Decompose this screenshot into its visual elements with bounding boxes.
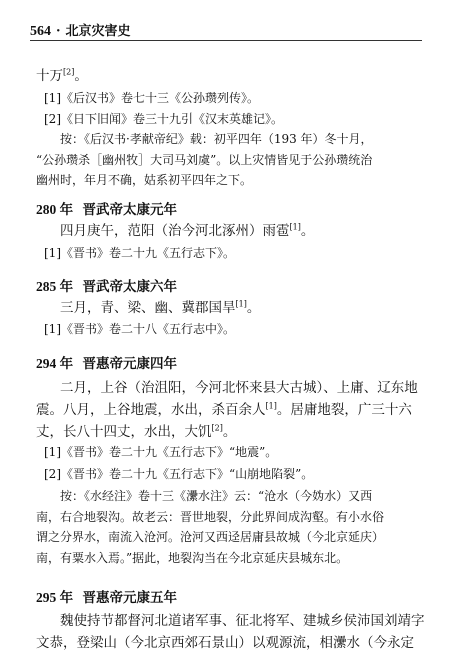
- footnote: [1]《晋书》卷二十八《五行志中》。: [44, 322, 235, 336]
- text-line: 三月，青、梁、幽、冀郡国旱[1]。: [60, 299, 261, 316]
- heading-reign: 晋武帝太康六年: [82, 279, 178, 295]
- footnote: [1]《后汉书》卷七十三《公孙瓒列传》。: [44, 91, 259, 105]
- heading-year: 285 年: [36, 279, 74, 294]
- section-heading: [36, 275, 177, 295]
- note-line: 南，有粟水入焉。”据此，地裂沟当在今北京延庆县城东北。: [36, 551, 349, 565]
- heading-reign: 晋惠帝元康四年: [82, 356, 178, 372]
- text-line: 丈，长八十四丈，水出，大饥[2]。: [36, 423, 237, 440]
- text-line: 十万[2]。: [36, 67, 88, 84]
- note-line: “公孙瓒杀［幽州牧］大司马刘虞”。以上灾情皆见于公孙瓒统治: [36, 153, 373, 167]
- section-heading: [36, 586, 177, 606]
- text-line: 震。八月，上谷地震，水出，杀百余人[1]。居庸地裂，广三十六: [36, 401, 412, 418]
- heading-year: 280 年: [36, 202, 74, 217]
- footnote: [2]《晋书》卷二十九《五行志下》“山崩地陷裂”。: [44, 467, 314, 481]
- text-line: 魏使持节都督河北道诸军事、征北将军、建城乡侯沛国刘靖字: [60, 613, 425, 629]
- section-heading: [36, 198, 177, 218]
- text-line: 文恭，登梁山（今北京西郊石景山）以观源流，相㶟水（今永定: [36, 635, 414, 651]
- text-line: 二月，上谷（治沮阳，今河北怀来县大古城）、上庸、辽东地: [60, 380, 418, 396]
- heading-reign: 晋惠帝元康五年: [82, 590, 178, 606]
- text-line: 四月庚午，范阳（治今河北涿州）雨雹[1]。: [60, 222, 315, 239]
- section-heading: [36, 352, 177, 372]
- footnote: [1]《晋书》卷二十九《五行志下》“地震”。: [44, 445, 278, 459]
- heading-year: 295 年: [36, 590, 74, 605]
- book-title: 北京灾害史: [65, 24, 131, 39]
- footnote: [1]《晋书》卷二十九《五行志下》。: [44, 246, 235, 260]
- header-separator: ·: [56, 24, 61, 39]
- heading-reign: 晋武帝太康元年: [82, 202, 178, 218]
- footnote: [2]《日下旧闻》卷三十九引《汉末英雄记》。: [44, 112, 283, 126]
- running-header: [30, 20, 131, 40]
- heading-year: 294 年: [36, 356, 74, 371]
- note-line: 按：《后汉书·孝献帝纪》载：初平四年（193 年）冬十月，: [60, 132, 373, 146]
- note-line: 幽州时，年月不确，姑系初平四年之下。: [36, 173, 253, 187]
- page-number: 564: [30, 24, 51, 39]
- note-line: 按：《水经注》卷十三《㶟水注》云：“沧水（今妫水）又西: [60, 489, 373, 503]
- note-line: 谓之分界水，南流入沧河。沧河又西迳居庸县故城（今北京延庆）: [36, 530, 385, 544]
- note-line: 南，右合地裂沟。故老云：晋世地裂，分此界间成沟壑。有小水俗: [36, 510, 385, 524]
- header-rule: [30, 40, 422, 41]
